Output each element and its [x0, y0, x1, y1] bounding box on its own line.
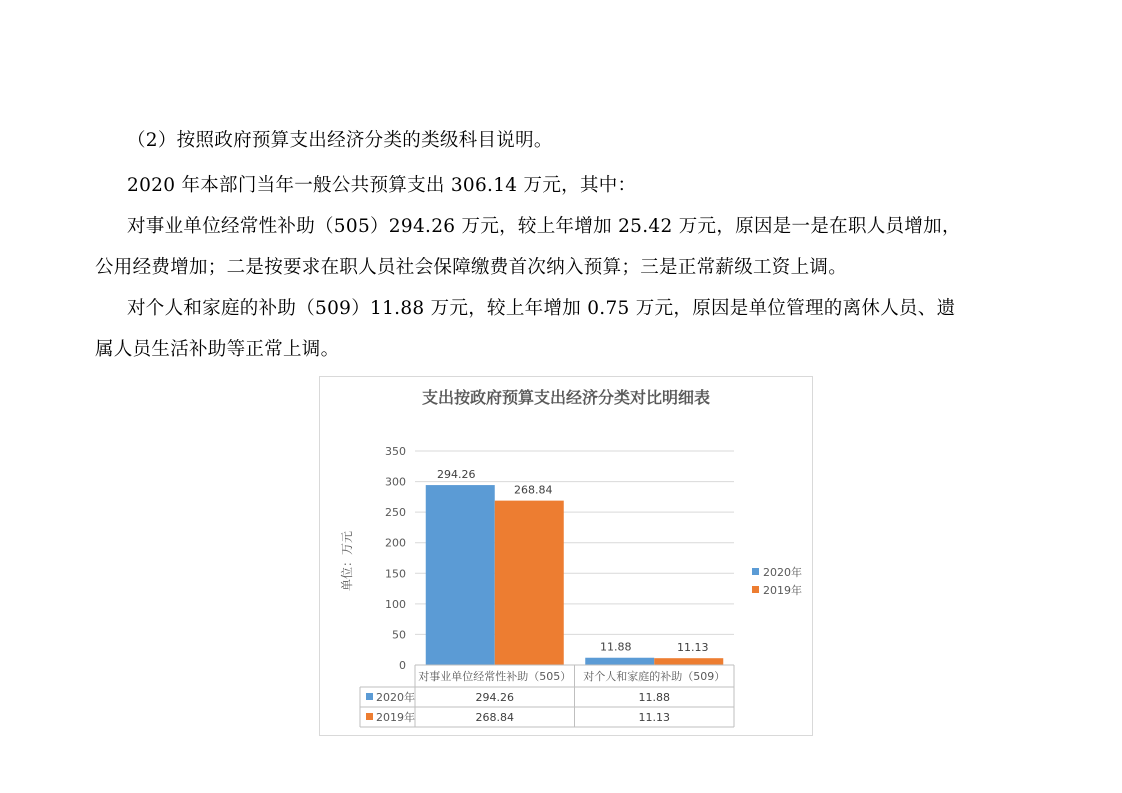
table-cell-value: 11.13: [638, 711, 670, 724]
chart-title: 支出按政府预算支出经济分类对比明细表: [421, 388, 710, 407]
legend-label: 2020年: [763, 566, 802, 579]
y-tick-label: 100: [385, 597, 406, 611]
table-legend-key: [366, 713, 373, 720]
table-cell-value: 268.84: [475, 711, 514, 724]
legend-key-2019: [752, 586, 759, 593]
bar-2019: [654, 658, 723, 665]
y-axis-label: 单位：万元: [340, 530, 354, 591]
paragraph-509-line1: 对个人和家庭的补助（509）11.88 万元，较上年增加 0.75 万元，原因是单位管理的离休人员、遗: [127, 298, 956, 319]
x-category-label: 对事业单位经常性补助（505）: [418, 670, 572, 683]
bar-2019: [495, 501, 564, 665]
table-series-name: 2020年: [376, 691, 415, 704]
bar-2020: [585, 658, 654, 665]
y-tick-label: 200: [385, 536, 406, 550]
paragraph-509-line2: 属人员生活补助等正常上调。: [95, 339, 340, 360]
bar-2020: [426, 485, 495, 665]
y-tick-label: 0: [399, 659, 406, 672]
data-label: 294.26: [437, 468, 476, 482]
data-label: 11.88: [600, 640, 632, 654]
table-legend-key: [366, 693, 373, 700]
table-cell-value: 11.88: [638, 691, 670, 704]
chart-svg: [320, 377, 812, 735]
y-tick-label: 250: [385, 506, 406, 520]
y-tick-label: 300: [385, 475, 406, 489]
y-tick-label: 50: [392, 628, 406, 642]
legend-label: 2019年: [763, 584, 802, 597]
table-series-name: 2019年: [376, 711, 415, 724]
y-tick-label: 350: [385, 445, 406, 458]
paragraph-505-line1: 对事业单位经常性补助（505）294.26 万元，较上年增加 25.42 万元，原因是一是在职人员增加，: [127, 216, 961, 237]
data-label: 268.84: [514, 483, 553, 497]
paragraph-heading: （2）按照政府预算支出经济分类的类级科目说明。: [127, 130, 553, 151]
x-category-label: 对个人和家庭的补助（509）: [583, 670, 726, 683]
y-tick-label: 150: [385, 567, 406, 581]
table-cell-value: 294.26: [475, 691, 514, 704]
paragraph-505-line2: 公用经费增加；二是按要求在职人员社会保障缴费首次纳入预算；三是正常薪级工资上调。: [95, 257, 848, 278]
chart-container: [319, 376, 813, 736]
data-label: 11.13: [677, 641, 709, 655]
paragraph-total: 2020 年本部门当年一般公共预算支出 306.14 万元，其中：: [127, 175, 637, 196]
legend-key-2020: [752, 568, 759, 575]
